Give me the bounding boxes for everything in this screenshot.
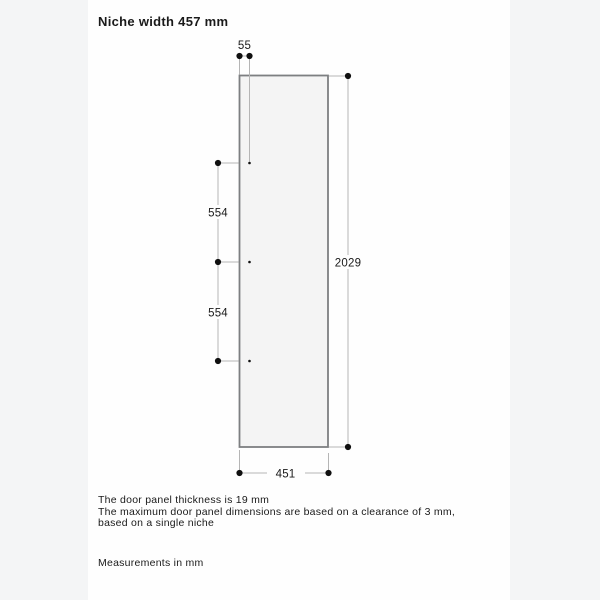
dim-marker bbox=[345, 73, 351, 79]
page-title: Niche width 457 mm bbox=[98, 14, 229, 29]
notes-block bbox=[98, 495, 455, 530]
dim-marker bbox=[236, 470, 242, 476]
dim-marker bbox=[246, 53, 252, 59]
dim-marker bbox=[215, 160, 221, 166]
dim-label-top-offset: 55 bbox=[237, 40, 252, 52]
hinge-point bbox=[248, 261, 251, 264]
hinge-point bbox=[248, 162, 251, 165]
dim-marker bbox=[215, 259, 221, 265]
measurements-note: Measurements in mm bbox=[98, 557, 204, 569]
hinge-point bbox=[248, 360, 251, 363]
note-line: The door panel thickness is 19 mm bbox=[98, 494, 270, 506]
dim-height bbox=[329, 73, 367, 450]
dim-label-lower-spacing: 554 bbox=[208, 307, 228, 320]
dim-label-upper-spacing: 554 bbox=[208, 207, 228, 220]
dim-marker bbox=[325, 470, 331, 476]
dim-label-height: 2029 bbox=[334, 257, 362, 270]
note-line: based on a single niche bbox=[98, 517, 215, 530]
dim-marker bbox=[236, 53, 242, 59]
dim-width bbox=[236, 450, 331, 481]
dim-marker bbox=[215, 358, 221, 364]
door-panel bbox=[240, 76, 329, 448]
dim-hinge-spacing bbox=[204, 160, 239, 364]
dim-label-width: 451 bbox=[275, 468, 296, 481]
note-line: The maximum door panel dimensions are based on a clearance of 3 mm, bbox=[98, 505, 456, 518]
dim-marker bbox=[345, 444, 351, 450]
